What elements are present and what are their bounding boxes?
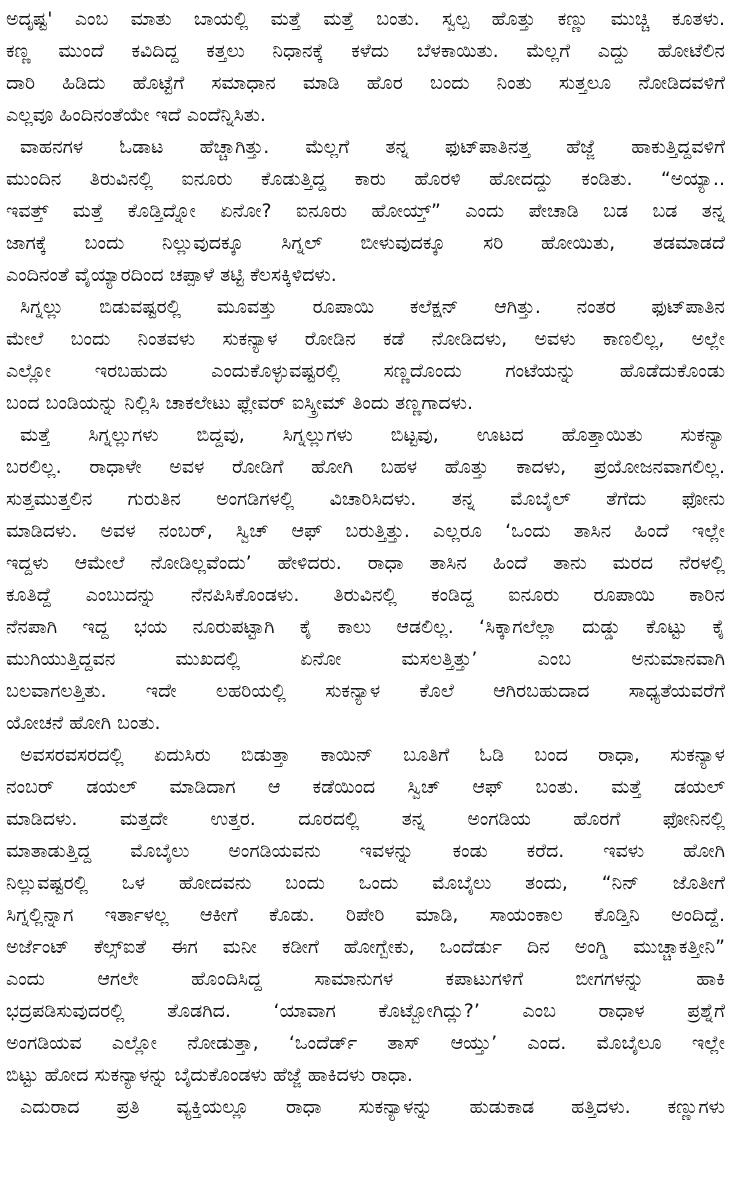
text-line: ಬಲವಾಗಲತ್ತಿತು. ಇದೇ ಲಹರಿಯಲ್ಲಿ ಸುಕನ್ಯಾಳ ಕೊಲೆ ಆಗಿರಬಹುದಾದ ಸಾಧ್ಯತೆಯವರೆಗೆ xyxy=(6,680,725,702)
text-line: ಸಿಗ್ನಲ್ಲು ಬಿಡುವಷ್ಟರಲ್ಲಿ ಮೂವತ್ತು ರೂಪಾಯಿ ಕಲೆಕ್ಷನ್ ಆಗಿತ್ತು. ನಂತರ ಫುಟ್‌ಪಾತಿನ xyxy=(20,296,725,318)
text-line: ಮಾಡಿದಳು. ಅವಳ ನಂಬರ್, ಸ್ವಿಚ್ ಆಫ್ ಬರುತ್ತಿತ್ತು. ಎಲ್ಲರೂ ‘ಒಂದು ತಾಸಿನ ಹಿಂದೆ ಇಲ್ಲೇ xyxy=(6,520,725,542)
paragraph-4 xyxy=(6,419,725,739)
text-line: ಎದುರಾದ ಪ್ರತಿ ವ್ಯಕ್ತಿಯಲ್ಲೂ ರಾಧಾ ಸುಕನ್ಯಾಳನ್ನು ಹುಡುಕಾಡ ಹತ್ತಿದಳು. ಕಣ್ಣುಗಳು xyxy=(20,1096,725,1118)
text-line: ಎಲ್ಲವೂ ಹಿಂದಿನಂತೆಯೇ ಇದೆ ಎಂದೆನ್ನಿಸಿತು. xyxy=(6,104,266,126)
text-line: ಬಿಟ್ಟು ಹೋದ ಸುಕನ್ಯಾಳನ್ನು ಬೈದುಕೊಂಡಳು ಹೆಜ್ಜೆ ಹಾಕಿದಳು ರಾಧಾ. xyxy=(6,1064,413,1086)
paragraph-1 xyxy=(6,3,725,131)
text-line: ಅದೃಷ್ಟ' ಎಂಬ ಮಾತು ಬಾಯಲ್ಲಿ ಮತ್ತೆ ಮತ್ತೆ ಬಂತು. ಸ್ವಲ್ಪ ಹೊತ್ತು ಕಣ್ಣು ಮುಚ್ಚಿ ಕೂತಳು. xyxy=(6,8,725,30)
text-line: ಮುಂದಿನ ತಿರುವಿನಲ್ಲಿ ಐನೂರು ಕೊಡುತ್ತಿದ್ದ ಕಾರು ಹೊರಳಿ ಹೋದದ್ದು ಕಂಡಿತು. “ಅಯ್ಯಾ.. xyxy=(6,168,725,190)
paragraph-6 xyxy=(6,1091,725,1123)
text-line: ಬಂದ ಬಂಡಿಯನ್ನು ನಿಲ್ಲಿಸಿ ಚಾಕಲೇಟು ಫ್ಲೇವರ್ ಐಸ್ಕ್ರೀಮ್ ತಿಂದು ತಣ್ಣಗಾದಳು. xyxy=(6,392,474,414)
text-line: ಅವಸರವಸರದಲ್ಲಿ ಏದುಸಿರು ಬಿಡುತ್ತಾ ಕಾಯಿನ್ ಬೂತಿಗೆ ಓಡಿ ಬಂದ ರಾಧಾ, ಸುಕನ್ಯಾಳ xyxy=(20,744,725,766)
text-line: ವಾಹನಗಳ ಓಡಾಟ ಹೆಚ್ಚಾಗಿತ್ತು. ಮೆಲ್ಲಗೆ ತನ್ನ ಫುಟ್‌ಪಾತಿನತ್ತ ಹೆಜ್ಜೆ ಹಾಕುತ್ತಿದ್ದವಳಿಗೆ xyxy=(20,136,725,158)
text-line: ದಾರಿ ಹಿಡಿದು ಹೊಟ್ಟೆಗೆ ಸಮಾಧಾನ ಮಾಡಿ ಹೊರ ಬಂದು ನಿಂತು ಸುತ್ತಲೂ ನೋಡಿದವಳಿಗೆ xyxy=(6,72,725,94)
text-line: ಮೇಲೆ ಬಂದು ನಿಂತವಳು ಸುಕನ್ಯಾಳ ರೋಡಿನ ಕಡೆ ನೋಡಿದಳು, ಅವಳು ಕಾಣಲಿಲ್ಲ, ಅಲ್ಲೇ xyxy=(6,328,725,350)
text-line: ಇದ್ದಳು ಆಮೇಲೆ ನೋಡಿಲ್ಲವೆಂದು’ ಹೇಳಿದರು. ರಾಧಾ ತಾಸಿನ ಹಿಂದೆ ತಾನು ಮರದ ನೆರಳಲ್ಲಿ xyxy=(6,552,725,574)
text-line: ಅರ್ಜೆಂಟ್ ಕೆಲ್ಸ್‌ಐತೆ ಈಗ ಮನೀ ಕಡೀಗೆ ಹೋಗ್ಬೇಕು, ಒಂದೆರ್ಡು ದಿನ ಅಂಗ್ಡಿ ಮುಚ್ಚಾಕತ್ತೀನಿ” xyxy=(6,936,725,958)
text-line: ಸುತ್ತಮುತ್ತಲಿನ ಗುರುತಿನ ಅಂಗಡಿಗಳಲ್ಲಿ ವಿಚಾರಿಸಿದಳು. ತನ್ನ ಮೊಬೈಲ್ ತೆಗೆದು ಫೋನು xyxy=(6,488,725,510)
text-line: ಎಂದು ಆಗಲೇ ಹೊಂದಿಸಿದ್ದ ಸಾಮಾನುಗಳ ಕಪಾಟುಗಳಿಗೆ ಬೀಗಗಳನ್ನು ಹಾಕಿ xyxy=(6,968,725,990)
text-line: ಇವತ್ತ್ ಮತ್ತೆ ಕೊಡ್ತಿದ್ನೋ ಏನೋ? ಐನೂರು ಹೋಯ್ತ್” ಎಂದು ಪೇಚಾಡಿ ಬಡ ಬಡ ತನ್ನ xyxy=(6,200,725,222)
text-line: ಎಂದಿನಂತೆ ವೈಯ್ಯಾರದಿಂದ ಚಪ್ಪಾಳೆ ತಟ್ಟಿ ಕೆಲಸಕ್ಕಿಳಿದಳು. xyxy=(6,264,337,286)
text-line: ಮಾಡಿದಳು. ಮತ್ತದೇ ಉತ್ತರ. ದೂರದಲ್ಲಿ ತನ್ನ ಅಂಗಡಿಯ ಹೊರಗೆ ಫೋನಿನಲ್ಲಿ xyxy=(6,808,725,830)
text-line: ನಿಲ್ಲುವಷ್ಟರಲ್ಲಿ ಒಳ ಹೋದವನು ಬಂದು ಒಂದು ಮೊಬೈಲು ತಂದು, “ನಿನ್ ಜೊತೀಗೆ xyxy=(6,872,725,894)
paragraph-5 xyxy=(6,739,725,1091)
text-line: ಅಂಗಡಿಯವ ಎಲ್ಲೋ ನೋಡುತ್ತಾ, ‘ಒಂದೆರ್ಡ್ ತಾಸ್ ಆಯ್ತು’ ಎಂದ. ಮೊಬೈಲೂ ಇಲ್ಲೇ xyxy=(6,1032,725,1054)
paragraph-3 xyxy=(6,291,725,419)
text-line: ನೆನಪಾಗಿ ಇದ್ದ ಭಯ ನೂರುಪಟ್ಟಾಗಿ ಕೈ ಕಾಲು ಆಡಲಿಲ್ಲ. ‘ಸಿಕ್ಕಾಗಲೆಲ್ಲಾ ದುಡ್ಡು ಕೊಟ್ಟು ಕೈ xyxy=(6,616,725,638)
text-line: ನಂಬರ್ ಡಯಲ್ ಮಾಡಿದಾಗ ಆ ಕಡೆಯಿಂದ ಸ್ವಿಚ್ ಆಫ್ ಬಂತು. ಮತ್ತೆ ಡಯಲ್ xyxy=(6,776,725,798)
text-line: ಸಿಗ್ನಲ್ಲಿನ್ನಾಗ ಇರ್ತಾಳಲ್ಲ ಆಕೀಗೆ ಕೊಡು. ರಿಪೇರಿ ಮಾಡಿ, ಸಾಯಂಕಾಲ ಕೊಡ್ತಿನಿ ಅಂದಿದ್ದೆ. xyxy=(6,904,725,926)
text-line: ಎಲ್ಲೋ ಇರಬಹುದು ಎಂದುಕೊಳ್ಳುವಷ್ಟರಲ್ಲಿ ಸಣ್ಣದೊಂದು ಗಂಟೆಯನ್ನು ಹೊಡೆದುಕೊಂಡು xyxy=(6,360,725,382)
text-line: ಬರಲಿಲ್ಲ. ರಾಧಾಳೇ ಅವಳ ರೋಡಿಗೆ ಹೋಗಿ ಬಹಳ ಹೊತ್ತು ಕಾದಳು, ಪ್ರಯೋಜನವಾಗಲಿಲ್ಲ. xyxy=(6,456,725,478)
text-line: ಜಾಗಕ್ಕೆ ಬಂದು ನಿಲ್ಲುವುದಕ್ಕೂ ಸಿಗ್ನಲ್ ಬೀಳುವುದಕ್ಕೂ ಸರಿ ಹೋಯಿತು, ತಡಮಾಡದೆ xyxy=(6,232,725,254)
text-line: ಕೂತಿದ್ದೆ ಎಂಬುದನ್ನು ನೆನಪಿಸಿಕೊಂಡಳು. ತಿರುವಿನಲ್ಲಿ ಕಂಡಿದ್ದ ಐನೂರು ರೂಪಾಯಿ ಕಾರಿನ xyxy=(6,584,725,606)
text-line: ಭದ್ರಪಡಿಸುವುದರಲ್ಲಿ ತೊಡಗಿದ. ‘ಯಾವಾಗ ಕೊಟ್ಬೋಗಿದ್ಲು?’ ಎಂಬ ರಾಧಾಳ ಪ್ರಶ್ನೆಗೆ xyxy=(6,1000,725,1022)
text-line: ಮತ್ತೆ ಸಿಗ್ನಲ್ಲುಗಳು ಬಿದ್ದವು, ಸಿಗ್ನಲ್ಲುಗಳು ಬಿಟ್ಟವು, ಊಟದ ಹೊತ್ತಾಯಿತು ಸುಕನ್ಯಾ xyxy=(20,424,725,446)
text-line: ಮುಗಿಯುತ್ತಿದ್ದವನ ಮುಖದಲ್ಲಿ ಏನೋ ಮಸಲತ್ತಿತ್ತು’ ಎಂಬ ಅನುಮಾನವಾಗಿ xyxy=(6,648,725,670)
text-line: ಕಣ್ಣ ಮುಂದೆ ಕವಿದಿದ್ದ ಕತ್ತಲು ನಿಧಾನಕ್ಕೆ ಕಳೆದು ಬೆಳಕಾಯಿತು. ಮೆಲ್ಲಗೆ ಎದ್ದು ಹೋಟೆಲಿನ xyxy=(6,40,725,62)
text-line: ಯೋಚನೆ ಹೋಗಿ ಬಂತು. xyxy=(6,712,161,734)
text-line: ಮಾತಾಡುತ್ತಿದ್ದ ಮೊಬೈಲು ಅಂಗಡಿಯವನು ಇವಳನ್ನು ಕಂಡು ಕರೆದ. ಇವಳು ಹೋಗಿ xyxy=(6,840,725,862)
paragraph-2 xyxy=(6,131,725,291)
